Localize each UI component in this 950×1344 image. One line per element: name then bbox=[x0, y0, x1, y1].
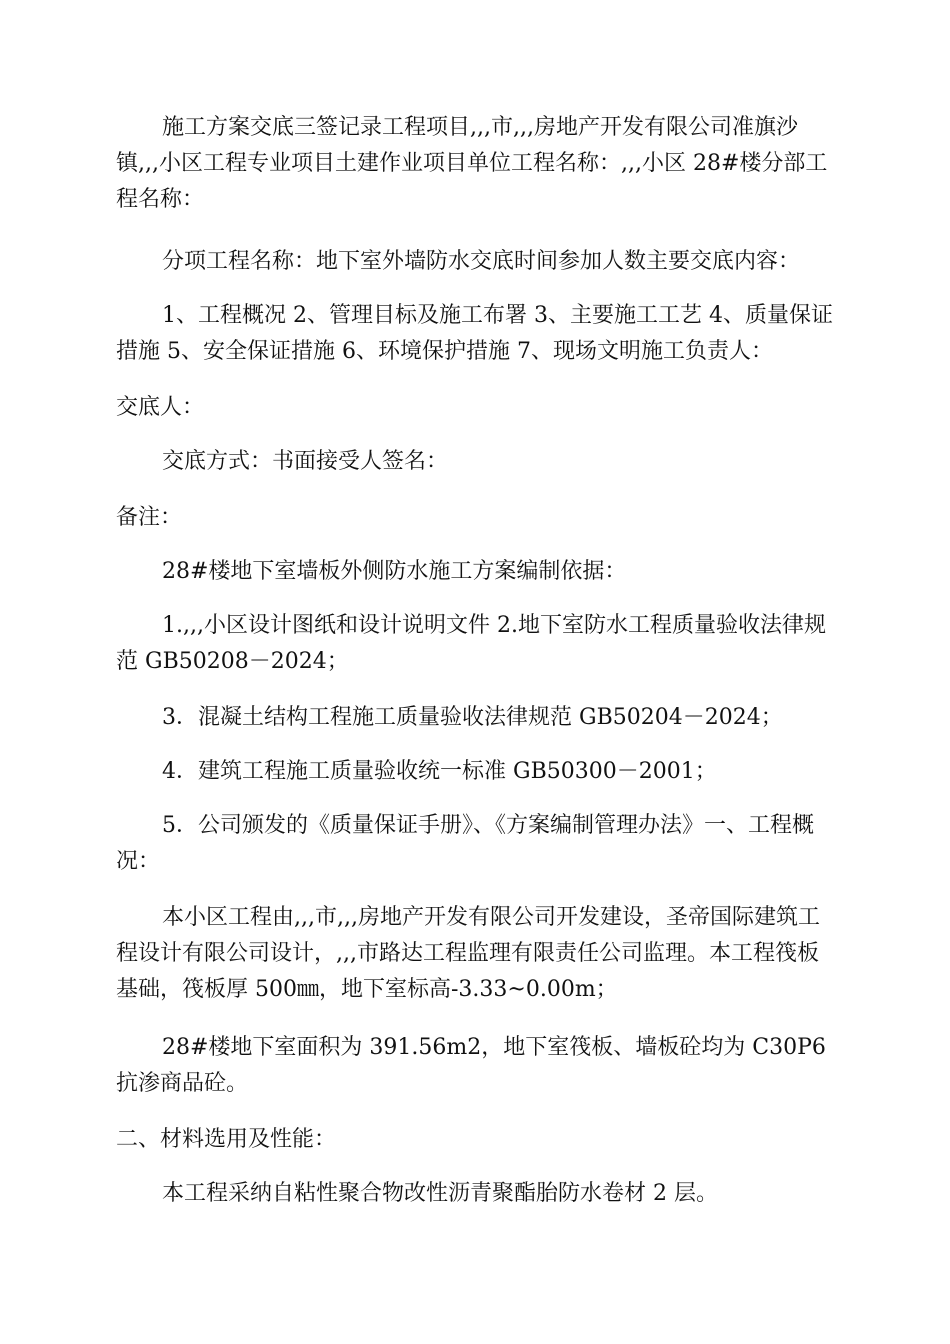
paragraph-basis-3: 3．混凝土结构工程施工质量验收法律规范 GB50204－2024； bbox=[162, 705, 783, 730]
paragraph-remarks: 备注： bbox=[116, 505, 183, 530]
paragraph-project-overview: 本小区工程由,,,市,,,房地产开发有限公司开发建设，圣帝国际建筑工程设计有限公司设计，,,,市路达工程监理有限责任公司监理。本工程筏板基础，筏板厚 500㎜，地下室标高-3.33~0.00m； bbox=[116, 905, 820, 1002]
paragraph-project-info: 施工方案交底三签记录工程项目,,,市,,,房地产开发有限公司准旗沙镇,,,小区工程专业项目土建作业项目单位工程名称：,,,小区 28#楼分部工程名称： bbox=[116, 115, 828, 212]
paragraph-basis-4: 4．建筑工程施工质量验收统一标准 GB50300－2001； bbox=[162, 759, 717, 784]
paragraph-materials: 本工程采纳自粘性聚合物改性沥青聚酯胎防水卷材 2 层。 bbox=[162, 1181, 718, 1206]
section-heading-materials: 二、材料选用及性能： bbox=[116, 1127, 337, 1152]
paragraph-basement-area: 28#楼地下室面积为 391.56m2，地下室筏板、墙板砼均为 C30P6 抗渗商品砼。 bbox=[116, 1035, 833, 1096]
paragraph-method: 交底方式：书面接受人签名： bbox=[162, 449, 449, 474]
paragraph-content-list: 1、工程概况 2、管理目标及施工布署 3、主要施工工艺 4、质量保证措施 5、安全保证措施 6、环境保护措施 7、现场文明施工负责人： bbox=[116, 303, 833, 364]
paragraph-basis-5: 5．公司颁发的《质量保证手册》、《方案编制管理办法》一、工程概况： bbox=[116, 813, 814, 874]
paragraph-subitem-name: 分项工程名称：地下室外墙防水交底时间参加人数主要交底内容： bbox=[162, 249, 801, 274]
paragraph-basis-heading: 28#楼地下室墙板外侧防水施工方案编制依据： bbox=[162, 559, 627, 584]
paragraph-presenter: 交底人： bbox=[116, 395, 205, 420]
paragraph-basis-1-2: 1.,,,小区设计图纸和设计说明文件 2.地下室防水工程质量验收法律规范 GB50208－2024； bbox=[116, 613, 826, 674]
